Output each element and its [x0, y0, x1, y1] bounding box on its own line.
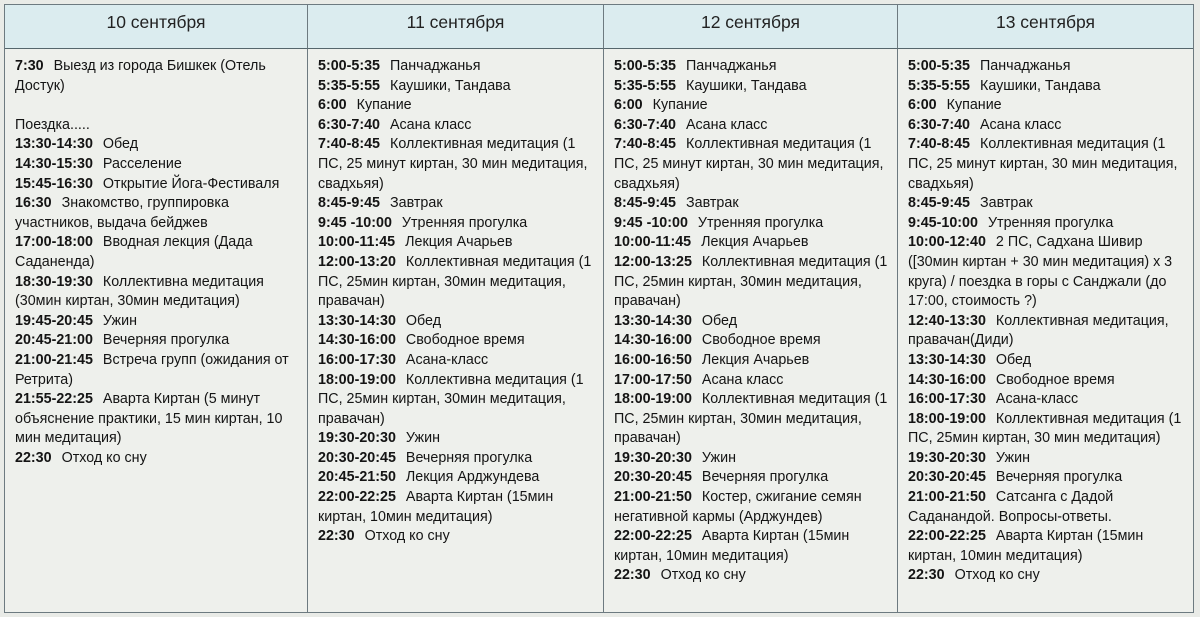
schedule-time: 22:00-22:25	[908, 528, 986, 545]
schedule-item	[614, 566, 891, 586]
schedule-item	[318, 527, 597, 547]
schedule-item	[15, 390, 301, 449]
schedule-time: 7:40-8:45	[318, 136, 380, 153]
schedule-item	[15, 351, 301, 390]
schedule-time: 20:30-20:45	[908, 469, 986, 486]
schedule-activity: Расселение	[102, 155, 182, 172]
schedule-time: 12:00-13:25	[614, 253, 692, 270]
schedule-activity: Завтрак	[686, 195, 739, 212]
schedule-activity: Асана-класс	[995, 391, 1079, 408]
schedule-item	[15, 449, 301, 469]
schedule-activity: Вводная лекция (Дада Саданенда)	[15, 234, 253, 270]
schedule-item	[15, 233, 301, 272]
schedule-item	[614, 96, 891, 116]
schedule-time: 9:45 -10:00	[614, 214, 688, 231]
schedule-activity: Ужин	[102, 312, 137, 329]
schedule-activity: Коллективная медитация (1 ПС, 25 минут киртан, 30 мин медитация, свадхьяя)	[908, 136, 1178, 192]
schedule-activity: Ужин	[701, 449, 736, 466]
schedule-item	[614, 194, 891, 214]
schedule-item	[318, 371, 597, 430]
schedule-item	[908, 57, 1187, 77]
schedule-activity: Свободное время	[701, 332, 821, 349]
schedule-activity: Вечерняя прогулка	[405, 449, 533, 466]
schedule-time: 19:30-20:30	[614, 449, 692, 466]
schedule-activity: Каушики, Тандава	[390, 77, 511, 94]
schedule-time: 13:30-14:30	[614, 312, 692, 329]
schedule-time: 9:45 -10:00	[318, 214, 392, 231]
schedule-item	[908, 488, 1187, 527]
schedule-activity: Отход ко сну	[660, 567, 746, 584]
table-header-row	[5, 5, 1193, 49]
day-header: 12 сентября	[604, 5, 898, 49]
schedule-time: 16:30	[15, 195, 52, 212]
schedule-item	[908, 77, 1187, 97]
schedule-time: 16:00-17:30	[318, 351, 396, 368]
schedule-activity: Коллективная медитация (1 ПС, 25мин киртан, 30 мин медитация)	[908, 410, 1182, 447]
schedule-activity: Открытие Йога-Фестиваля	[102, 175, 280, 192]
schedule-item	[908, 371, 1187, 391]
schedule-time: 6:00	[614, 97, 643, 114]
schedule-activity: Вечерняя прогулка	[102, 332, 230, 349]
schedule-item	[614, 116, 891, 136]
schedule-time: 7:40-8:45	[614, 136, 676, 153]
schedule-item	[908, 566, 1187, 586]
schedule-activity: Каушики, Тандава	[686, 77, 807, 94]
schedule-item	[318, 233, 597, 253]
schedule-activity: Коллективная медитация (1 ПС, 25мин киртан, 30мин медитация, правачан)	[318, 253, 592, 310]
schedule-time: 17:00-18:00	[15, 234, 93, 251]
schedule-item	[614, 233, 891, 253]
schedule-time: 6:00	[318, 97, 347, 114]
schedule-table	[4, 4, 1194, 613]
schedule-item	[908, 449, 1187, 469]
spacer	[15, 96, 301, 116]
schedule-time: 14:30-16:00	[318, 332, 396, 349]
schedule-time: 6:00	[908, 97, 937, 114]
schedule-activity: Костер, сжигание семян негативной кармы (Арджундев)	[614, 489, 862, 525]
schedule-item	[318, 214, 597, 234]
schedule-item	[318, 449, 597, 469]
schedule-activity: Асана класс	[701, 371, 784, 388]
schedule-activity: Асана класс	[686, 116, 768, 133]
schedule-time: 5:35-5:55	[318, 77, 380, 94]
schedule-item	[614, 527, 891, 566]
day-column	[308, 49, 604, 613]
schedule-activity: Лекция Ачарьев	[701, 234, 809, 251]
schedule-time: 10:00-11:45	[318, 234, 396, 251]
schedule-activity: Купание	[946, 97, 1002, 114]
schedule-item	[908, 233, 1187, 311]
schedule-time: 22:30	[318, 528, 355, 545]
schedule-activity: Асана-класс	[405, 351, 489, 368]
schedule-time: 8:45-9:45	[614, 195, 676, 212]
schedule-activity: Коллективна медитация (1 ПС, 25мин киртан, 30мин медитация, правачан)	[318, 371, 584, 427]
schedule-item	[614, 351, 891, 371]
schedule-activity: Ужин	[995, 449, 1030, 466]
table-body	[5, 49, 1193, 613]
schedule-time: 20:45-21:00	[15, 332, 93, 349]
schedule-activity: Лекция Ачарьев	[701, 351, 810, 368]
schedule-time: 10:00-12:40	[908, 234, 986, 251]
schedule-item	[15, 135, 301, 155]
schedule-activity: Коллективная медитация, правачан(Диди)	[908, 312, 1169, 349]
schedule-item	[908, 116, 1187, 136]
schedule-item	[318, 351, 597, 371]
schedule-activity: Обед	[102, 136, 139, 153]
schedule-activity: Обед	[701, 312, 738, 329]
schedule-activity: 2 ПС, Садхана Шивир ([30мин киртан + 30 мин медитация) x 3 круга) / поездка в горы с Санджали (до 17:00, стоимость ?)	[908, 234, 1173, 310]
schedule-activity: Вечерняя прогулка	[995, 469, 1123, 486]
schedule-item	[318, 135, 597, 194]
schedule-activity: Купание	[356, 97, 412, 114]
schedule-time: 8:45-9:45	[318, 195, 380, 212]
schedule-item	[614, 312, 891, 332]
schedule-time: 9:45-10:00	[908, 214, 978, 231]
schedule-time: 5:00-5:35	[318, 58, 380, 74]
schedule-item	[318, 312, 597, 332]
schedule-item	[908, 527, 1187, 566]
schedule-activity: Коллективная медитация (1 ПС, 25мин киртан, 30мин медитация, правачан)	[614, 253, 888, 310]
schedule-activity: Свободное время	[995, 371, 1115, 388]
day-column	[604, 49, 898, 613]
schedule-activity: Коллективна медитация (30мин киртан, 30мин медитация)	[15, 273, 264, 310]
schedule-time: 22:30	[15, 449, 52, 466]
schedule-time: 22:00-22:25	[318, 489, 396, 506]
day-header: 10 сентября	[5, 5, 308, 49]
schedule-activity: Сатсанга с Дадой Саданандой. Вопросы-ответы.	[908, 489, 1114, 525]
schedule-item	[318, 253, 597, 312]
schedule-activity: Отход ко сну	[61, 449, 147, 466]
schedule-activity: Панчаджанья	[686, 58, 777, 74]
schedule-item	[908, 351, 1187, 371]
schedule-item	[15, 155, 301, 175]
schedule-item	[908, 214, 1187, 234]
schedule-activity: Обед	[995, 351, 1032, 368]
schedule-time: 19:45-20:45	[15, 312, 93, 329]
schedule-time: 16:00-17:30	[908, 391, 986, 408]
schedule-item	[318, 331, 597, 351]
schedule-item	[318, 116, 597, 136]
schedule-item	[318, 194, 597, 214]
schedule-activity: Аварта Киртан (5 минут объяснение практики, 15 мин киртан, 10 мин медитация)	[15, 391, 283, 447]
schedule-item	[908, 410, 1187, 449]
schedule-time: 14:30-15:30	[15, 155, 93, 172]
day-header: 11 сентября	[308, 5, 604, 49]
schedule-activity: Коллективная медитация (1 ПС, 25 минут киртан, 30 мин медитация, свадхьяя)	[318, 136, 588, 192]
schedule-activity: Встреча групп (ожидания от Ретрита)	[15, 351, 289, 388]
schedule-activity: Знакомство, группировка участников, выдача бейджев	[15, 195, 229, 231]
schedule-item	[15, 331, 301, 351]
schedule-activity: Коллективная медитация (1 ПС, 25 минут киртан, 30 мин медитация, свадхьяя)	[614, 136, 884, 192]
schedule-item	[614, 468, 891, 488]
schedule-activity: Панчаджанья	[390, 58, 481, 74]
schedule-item	[614, 449, 891, 469]
schedule-item	[908, 135, 1187, 194]
schedule-time: 6:30-7:40	[908, 116, 970, 133]
schedule-activity: Завтрак	[980, 195, 1033, 212]
schedule-item	[614, 331, 891, 351]
schedule-time: 5:35-5:55	[908, 77, 970, 94]
schedule-time: 22:30	[614, 567, 651, 584]
schedule-item	[15, 312, 301, 332]
schedule-activity: Аварта Киртан (15мин киртан, 10мин медитация)	[318, 489, 554, 525]
schedule-time: 18:00-19:00	[318, 371, 396, 388]
schedule-time: 12:00-13:20	[318, 253, 396, 270]
schedule-item	[614, 214, 891, 234]
schedule-time: 22:00-22:25	[614, 528, 692, 545]
schedule-item	[614, 57, 891, 77]
schedule-time: 19:30-20:30	[318, 430, 396, 447]
schedule-time: 20:45-21:50	[318, 469, 396, 486]
schedule-time: 13:30-14:30	[908, 351, 986, 368]
schedule-item	[614, 135, 891, 194]
schedule-item	[908, 312, 1187, 351]
schedule-item	[318, 77, 597, 97]
schedule-activity: Коллективная медитация (1 ПС, 25мин киртан, 30мин медитация, правачан)	[614, 391, 888, 447]
schedule-activity: Асана класс	[980, 116, 1062, 133]
schedule-activity: Отход ко сну	[364, 528, 450, 545]
schedule-activity: Отход ко сну	[954, 567, 1040, 584]
schedule-activity: Каушики, Тандава	[980, 77, 1101, 94]
schedule-time: 21:00-21:45	[15, 351, 93, 368]
schedule-time: 19:30-20:30	[908, 449, 986, 466]
schedule-activity: Утренняя прогулка	[697, 214, 824, 231]
schedule-activity: Аварта Киртан (15мин киртан, 10мин медитация)	[908, 528, 1144, 564]
schedule-item	[318, 429, 597, 449]
schedule-time: 18:00-19:00	[908, 410, 986, 427]
schedule-item	[908, 390, 1187, 410]
schedule-item	[15, 273, 301, 312]
schedule-time: 20:30-20:45	[318, 449, 396, 466]
schedule-activity: Лекция Ачарьев	[405, 234, 513, 251]
schedule-time: 8:45-9:45	[908, 195, 970, 212]
schedule-time: 16:00-16:50	[614, 351, 692, 368]
day-column	[898, 49, 1193, 613]
schedule-time: 21:00-21:50	[908, 489, 986, 506]
schedule-time: 14:30-16:00	[908, 371, 986, 388]
schedule-item	[318, 96, 597, 116]
schedule-item	[318, 57, 597, 77]
schedule-time: 15:45-16:30	[15, 175, 93, 192]
schedule-activity: Ужин	[405, 430, 440, 447]
schedule-time: 21:55-22:25	[15, 391, 93, 408]
schedule-time: 20:30-20:45	[614, 469, 692, 486]
schedule-item	[614, 253, 891, 312]
schedule-activity: Купание	[652, 97, 708, 114]
schedule-item	[318, 488, 597, 527]
schedule-time: 10:00-11:45	[614, 234, 692, 251]
schedule-activity: Вечерняя прогулка	[701, 469, 829, 486]
schedule-item	[614, 77, 891, 97]
schedule-time: 14:30-16:00	[614, 332, 692, 349]
schedule-item	[614, 488, 891, 527]
schedule-item	[15, 175, 301, 195]
day-header: 13 сентября	[898, 5, 1193, 49]
schedule-activity: Утренняя прогулка	[987, 214, 1114, 231]
schedule-activity: Поездка.....	[15, 116, 90, 133]
schedule-activity: Утренняя прогулка	[401, 214, 528, 231]
schedule-time: 5:00-5:35	[908, 58, 970, 74]
day-column	[5, 49, 308, 613]
schedule-time: 5:00-5:35	[614, 58, 676, 74]
schedule-time: 18:00-19:00	[614, 391, 692, 408]
schedule-time: 12:40-13:30	[908, 312, 986, 329]
schedule-time: 7:30	[15, 58, 44, 74]
schedule-activity: Свободное время	[405, 332, 525, 349]
schedule-item	[908, 194, 1187, 214]
schedule-time: 13:30-14:30	[318, 312, 396, 329]
schedule-activity: Завтрак	[390, 195, 443, 212]
schedule-activity: Панчаджанья	[980, 58, 1071, 74]
schedule-item	[614, 390, 891, 449]
schedule-time: 5:35-5:55	[614, 77, 676, 94]
schedule-time: 21:00-21:50	[614, 489, 692, 506]
schedule-time: 13:30-14:30	[15, 136, 93, 153]
schedule-activity: Выезд из города Бишкек (Отель Достук)	[15, 58, 266, 94]
schedule-item	[318, 468, 597, 488]
schedule-time: 17:00-17:50	[614, 371, 692, 388]
schedule-activity: Асана класс	[390, 116, 472, 133]
schedule-item	[15, 57, 301, 96]
schedule-time: 18:30-19:30	[15, 273, 93, 290]
schedule-activity: Лекция Арджундева	[405, 469, 540, 486]
schedule-time: 7:40-8:45	[908, 136, 970, 153]
schedule-item	[614, 371, 891, 391]
schedule-item	[15, 194, 301, 233]
schedule-time: 6:30-7:40	[318, 116, 380, 133]
schedule-activity: Обед	[405, 312, 442, 329]
schedule-activity: Аварта Киртан (15мин киртан, 10мин медитация)	[614, 528, 850, 564]
schedule-time: 6:30-7:40	[614, 116, 676, 133]
schedule-item	[15, 116, 301, 136]
schedule-time: 22:30	[908, 567, 945, 584]
schedule-item	[908, 96, 1187, 116]
schedule-item	[908, 468, 1187, 488]
